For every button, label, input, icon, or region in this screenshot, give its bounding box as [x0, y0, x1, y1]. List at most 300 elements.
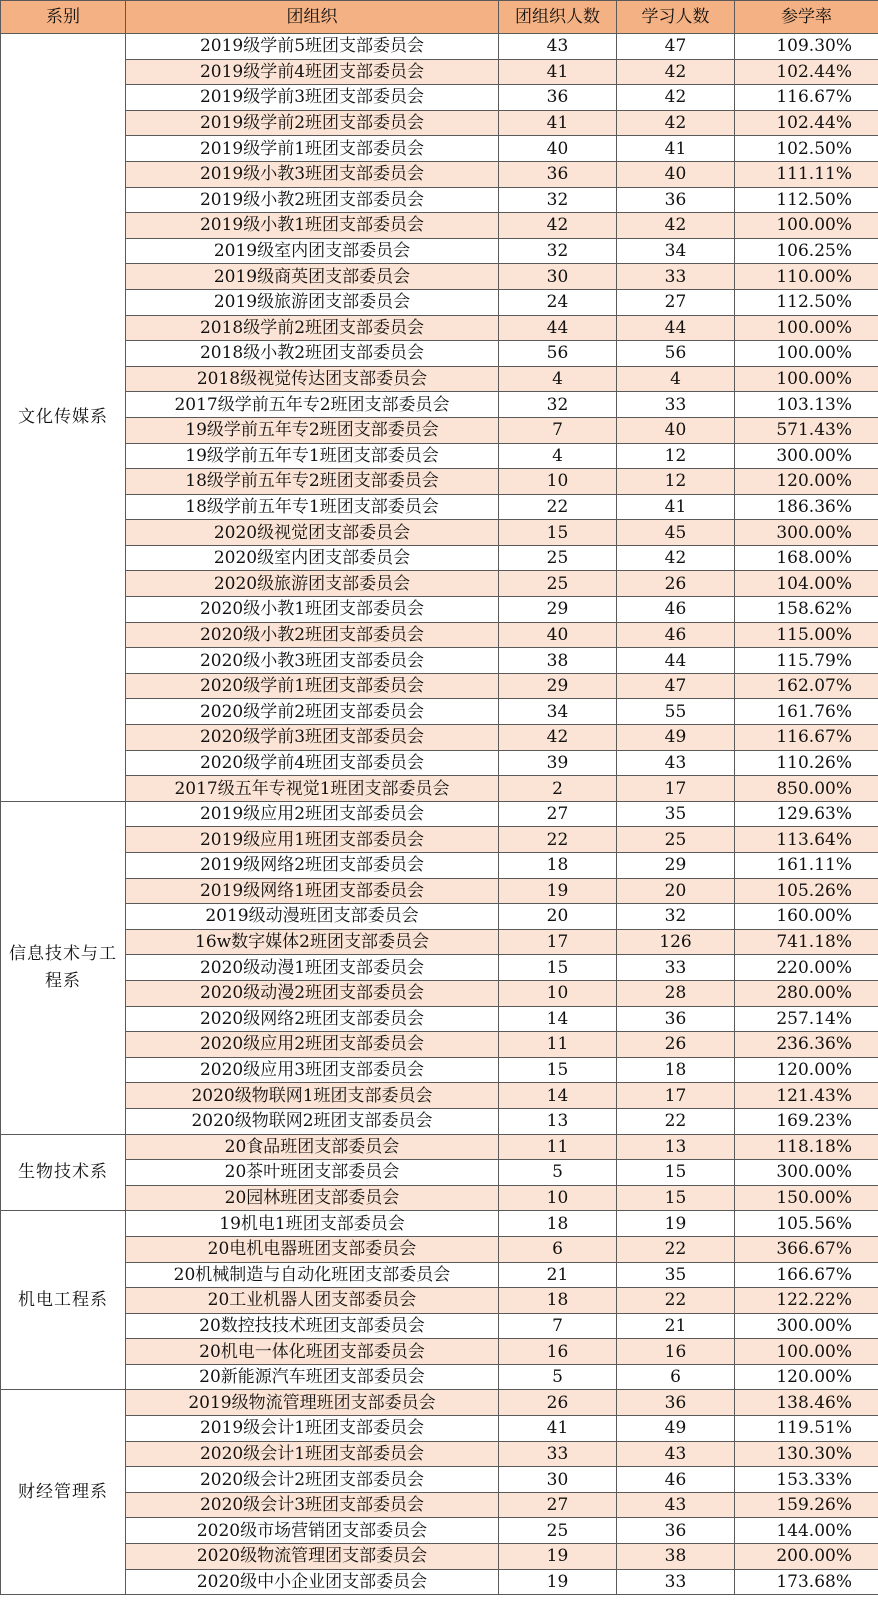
department-name: 机电工程系 — [1, 1211, 126, 1390]
table-row — [1, 85, 878, 111]
member-count: 10 — [499, 980, 617, 1006]
participation-rate: 280.00% — [735, 980, 878, 1006]
participation-rate: 186.36% — [735, 494, 878, 520]
table-row — [1, 1467, 878, 1493]
league-org-name: 2020级室内团支部委员会 — [126, 545, 499, 571]
league-org-name: 2019级学前1班团支部委员会 — [126, 136, 499, 162]
participation-rate: 100.00% — [735, 341, 878, 367]
member-count: 29 — [499, 673, 617, 699]
table-row — [1, 878, 878, 904]
table-row — [1, 161, 878, 187]
member-count: 42 — [499, 725, 617, 751]
member-count: 19 — [499, 1569, 617, 1595]
study-count: 33 — [617, 264, 735, 290]
participation-rate: 110.00% — [735, 264, 878, 290]
member-count: 27 — [499, 801, 617, 827]
table-row — [1, 136, 878, 162]
participation-rate: 100.00% — [735, 213, 878, 239]
participation-rate: 158.62% — [735, 597, 878, 623]
study-count: 28 — [617, 980, 735, 1006]
participation-rate: 257.14% — [735, 1006, 878, 1032]
table-row — [1, 213, 878, 239]
member-count: 40 — [499, 622, 617, 648]
participation-rate: 138.46% — [735, 1390, 878, 1416]
study-count: 40 — [617, 417, 735, 443]
league-org-name: 2019级学前3班团支部委员会 — [126, 85, 499, 111]
participation-rate: 112.50% — [735, 187, 878, 213]
study-count: 43 — [617, 750, 735, 776]
member-count: 30 — [499, 1467, 617, 1493]
study-count: 35 — [617, 1262, 735, 1288]
table-row — [1, 1569, 878, 1595]
member-count: 29 — [499, 597, 617, 623]
member-count: 11 — [499, 1134, 617, 1160]
table-row — [1, 110, 878, 136]
study-count: 16 — [617, 1339, 735, 1365]
table-row — [1, 417, 878, 443]
participation-rate: 116.67% — [735, 85, 878, 111]
participation-rate: 173.68% — [735, 1569, 878, 1595]
study-count: 56 — [617, 341, 735, 367]
table-row — [1, 1390, 878, 1416]
member-count: 21 — [499, 1262, 617, 1288]
member-count: 16 — [499, 1339, 617, 1365]
league-org-name: 2020级市场营销团支部委员会 — [126, 1518, 499, 1544]
study-count: 33 — [617, 1569, 735, 1595]
table-row — [1, 648, 878, 674]
header-study-count: 学习人数 — [617, 1, 735, 34]
study-count: 36 — [617, 1390, 735, 1416]
participation-rate: 161.76% — [735, 699, 878, 725]
member-count: 19 — [499, 1544, 617, 1570]
table-row — [1, 1160, 878, 1186]
participation-rate: 741.18% — [735, 929, 878, 955]
league-org-name: 2020级应用3班团支部委员会 — [126, 1057, 499, 1083]
table-row — [1, 1492, 878, 1518]
study-count: 42 — [617, 213, 735, 239]
participation-rate: 100.00% — [735, 315, 878, 341]
study-count: 22 — [617, 1236, 735, 1262]
study-count: 17 — [617, 1083, 735, 1109]
league-org-name: 19级学前五年专1班团支部委员会 — [126, 443, 499, 469]
participation-rate: 113.64% — [735, 827, 878, 853]
member-count: 18 — [499, 1288, 617, 1314]
table-row — [1, 1518, 878, 1544]
participation-rate: 102.44% — [735, 59, 878, 85]
table-row — [1, 238, 878, 264]
table-row — [1, 443, 878, 469]
header-participation-rate: 参学率 — [735, 1, 878, 34]
study-count: 17 — [617, 776, 735, 802]
league-org-name: 20工业机器人团支部委员会 — [126, 1288, 499, 1314]
league-org-name: 2019级网络2班团支部委员会 — [126, 853, 499, 879]
league-org-name: 2020级学前2班团支部委员会 — [126, 699, 499, 725]
study-count: 26 — [617, 571, 735, 597]
study-count: 19 — [617, 1211, 735, 1237]
participation-rate: 118.18% — [735, 1134, 878, 1160]
table-row — [1, 673, 878, 699]
table-row — [1, 315, 878, 341]
participation-rate: 300.00% — [735, 1160, 878, 1186]
participation-rate: 110.26% — [735, 750, 878, 776]
study-count: 26 — [617, 1032, 735, 1058]
participation-rate: 168.00% — [735, 545, 878, 571]
header-row — [1, 1, 878, 34]
participation-rate: 366.67% — [735, 1236, 878, 1262]
header-department: 系别 — [1, 1, 126, 34]
table-row — [1, 622, 878, 648]
study-count: 126 — [617, 929, 735, 955]
table-row — [1, 750, 878, 776]
table-row — [1, 827, 878, 853]
member-count: 26 — [499, 1390, 617, 1416]
league-org-name: 2018级小教2班团支部委员会 — [126, 341, 499, 367]
participation-rate: 120.00% — [735, 469, 878, 495]
participation-rate: 162.07% — [735, 673, 878, 699]
participation-rate: 166.67% — [735, 1262, 878, 1288]
league-org-name: 20食品班团支部委员会 — [126, 1134, 499, 1160]
study-count: 12 — [617, 443, 735, 469]
participation-rate: 103.13% — [735, 392, 878, 418]
table-row — [1, 1288, 878, 1314]
member-count: 32 — [499, 187, 617, 213]
participation-rate: 112.50% — [735, 289, 878, 315]
participation-rate: 116.67% — [735, 725, 878, 751]
table-row — [1, 776, 878, 802]
member-count: 43 — [499, 34, 617, 60]
league-org-name: 2020级会计1班团支部委员会 — [126, 1441, 499, 1467]
league-org-name: 2017级五年专视觉1班团支部委员会 — [126, 776, 499, 802]
table-row — [1, 392, 878, 418]
study-count: 46 — [617, 1467, 735, 1493]
league-org-name: 20电机电器班团支部委员会 — [126, 1236, 499, 1262]
member-count: 15 — [499, 520, 617, 546]
league-org-name: 2020级小教2班团支部委员会 — [126, 622, 499, 648]
league-org-name: 2019级旅游团支部委员会 — [126, 289, 499, 315]
study-count: 44 — [617, 648, 735, 674]
league-org-name: 2019级学前2班团支部委员会 — [126, 110, 499, 136]
league-org-name: 2019级学前4班团支部委员会 — [126, 59, 499, 85]
participation-rate: 571.43% — [735, 417, 878, 443]
league-org-name: 2020级小教3班团支部委员会 — [126, 648, 499, 674]
member-count: 27 — [499, 1492, 617, 1518]
league-org-name: 20园林班团支部委员会 — [126, 1185, 499, 1211]
table-row — [1, 1364, 878, 1390]
table-row — [1, 699, 878, 725]
study-count: 22 — [617, 1108, 735, 1134]
participation-rate: 115.79% — [735, 648, 878, 674]
league-org-name: 2020级学前4班团支部委员会 — [126, 750, 499, 776]
league-org-name: 2020级学前1班团支部委员会 — [126, 673, 499, 699]
member-count: 11 — [499, 1032, 617, 1058]
table-row — [1, 1236, 878, 1262]
table-row — [1, 1134, 878, 1160]
league-org-name: 19级学前五年专2班团支部委员会 — [126, 417, 499, 443]
table-row — [1, 1416, 878, 1442]
member-count: 36 — [499, 161, 617, 187]
league-org-name: 2020级会计3班团支部委员会 — [126, 1492, 499, 1518]
member-count: 30 — [499, 264, 617, 290]
department-name: 信息技术与工程系 — [1, 801, 126, 1134]
table-row — [1, 289, 878, 315]
table-row — [1, 34, 878, 60]
league-org-name: 2020级会计2班团支部委员会 — [126, 1467, 499, 1493]
member-count: 41 — [499, 59, 617, 85]
study-count: 45 — [617, 520, 735, 546]
department-name: 文化传媒系 — [1, 34, 126, 802]
league-org-name: 2020级物联网1班团支部委员会 — [126, 1083, 499, 1109]
participation-rate: 100.00% — [735, 1339, 878, 1365]
league-org-name: 2019级网络1班团支部委员会 — [126, 878, 499, 904]
participation-rate: 119.51% — [735, 1416, 878, 1442]
member-count: 15 — [499, 1057, 617, 1083]
league-org-name: 2020级旅游团支部委员会 — [126, 571, 499, 597]
study-count: 32 — [617, 904, 735, 930]
league-org-name: 2020级中小企业团支部委员会 — [126, 1569, 499, 1595]
study-count: 42 — [617, 59, 735, 85]
table-row — [1, 725, 878, 751]
league-org-name: 2018级视觉传达团支部委员会 — [126, 366, 499, 392]
study-count: 21 — [617, 1313, 735, 1339]
league-org-name: 2019级应用2班团支部委员会 — [126, 801, 499, 827]
league-org-name: 18级学前五年专2班团支部委员会 — [126, 469, 499, 495]
study-count: 4 — [617, 366, 735, 392]
member-count: 32 — [499, 238, 617, 264]
table-row — [1, 597, 878, 623]
league-org-name: 2019级应用1班团支部委员会 — [126, 827, 499, 853]
study-count: 36 — [617, 1518, 735, 1544]
member-count: 17 — [499, 929, 617, 955]
league-org-name: 2020级视觉团支部委员会 — [126, 520, 499, 546]
table-row — [1, 853, 878, 879]
member-count: 7 — [499, 417, 617, 443]
study-count: 15 — [617, 1185, 735, 1211]
league-org-name: 2020级动漫1班团支部委员会 — [126, 955, 499, 981]
table-row — [1, 1313, 878, 1339]
department-name: 生物技术系 — [1, 1134, 126, 1211]
member-count: 10 — [499, 469, 617, 495]
table-row — [1, 1339, 878, 1365]
table-row — [1, 1185, 878, 1211]
table-row — [1, 366, 878, 392]
study-count: 6 — [617, 1364, 735, 1390]
participation-rate: 159.26% — [735, 1492, 878, 1518]
member-count: 22 — [499, 494, 617, 520]
participation-rate: 153.33% — [735, 1467, 878, 1493]
table-row — [1, 1032, 878, 1058]
member-count: 20 — [499, 904, 617, 930]
member-count: 38 — [499, 648, 617, 674]
participation-rate: 220.00% — [735, 955, 878, 981]
league-org-name: 18级学前五年专1班团支部委员会 — [126, 494, 499, 520]
member-count: 34 — [499, 699, 617, 725]
participation-rate: 300.00% — [735, 1313, 878, 1339]
study-count: 25 — [617, 827, 735, 853]
participation-rate: 130.30% — [735, 1441, 878, 1467]
table-row — [1, 1211, 878, 1237]
study-count: 42 — [617, 545, 735, 571]
participation-rate: 106.25% — [735, 238, 878, 264]
study-count: 44 — [617, 315, 735, 341]
participation-rate: 120.00% — [735, 1057, 878, 1083]
member-count: 25 — [499, 1518, 617, 1544]
participation-rate: 129.63% — [735, 801, 878, 827]
study-count: 27 — [617, 289, 735, 315]
member-count: 41 — [499, 110, 617, 136]
department-name: 财经管理系 — [1, 1390, 126, 1595]
table-row — [1, 904, 878, 930]
table-row — [1, 1083, 878, 1109]
study-count: 47 — [617, 34, 735, 60]
member-count: 18 — [499, 853, 617, 879]
member-count: 25 — [499, 571, 617, 597]
table-row — [1, 1057, 878, 1083]
member-count: 6 — [499, 1236, 617, 1262]
participation-rate: 160.00% — [735, 904, 878, 930]
study-count: 36 — [617, 187, 735, 213]
table-row — [1, 187, 878, 213]
participation-rate: 300.00% — [735, 443, 878, 469]
member-count: 14 — [499, 1083, 617, 1109]
member-count: 5 — [499, 1160, 617, 1186]
study-count: 18 — [617, 1057, 735, 1083]
study-count: 42 — [617, 85, 735, 111]
table-row — [1, 1262, 878, 1288]
league-org-name: 2020级学前3班团支部委员会 — [126, 725, 499, 751]
member-count: 36 — [499, 85, 617, 111]
participation-rate: 161.11% — [735, 853, 878, 879]
member-count: 22 — [499, 827, 617, 853]
member-count: 56 — [499, 341, 617, 367]
league-org-name: 19机电1班团支部委员会 — [126, 1211, 499, 1237]
participation-rate: 102.50% — [735, 136, 878, 162]
table-row — [1, 59, 878, 85]
table-row — [1, 1544, 878, 1570]
league-org-name: 2019级动漫班团支部委员会 — [126, 904, 499, 930]
table-row — [1, 801, 878, 827]
study-count: 43 — [617, 1441, 735, 1467]
table-row — [1, 520, 878, 546]
study-count: 12 — [617, 469, 735, 495]
league-org-name: 2020级网络2班团支部委员会 — [126, 1006, 499, 1032]
member-count: 7 — [499, 1313, 617, 1339]
member-count: 41 — [499, 1416, 617, 1442]
member-count: 2 — [499, 776, 617, 802]
member-count: 5 — [499, 1364, 617, 1390]
participation-rate: 100.00% — [735, 366, 878, 392]
member-count: 40 — [499, 136, 617, 162]
study-count: 46 — [617, 622, 735, 648]
header-member-count: 团组织人数 — [499, 1, 617, 34]
league-org-name: 20机电一体化班团支部委员会 — [126, 1339, 499, 1365]
participation-rate: 200.00% — [735, 1544, 878, 1570]
table-row — [1, 1006, 878, 1032]
league-org-name: 20数控技技术班团支部委员会 — [126, 1313, 499, 1339]
league-org-name: 2017级学前五年专2班团支部委员会 — [126, 392, 499, 418]
league-org-name: 2020级物联网2班团支部委员会 — [126, 1108, 499, 1134]
study-count: 36 — [617, 1006, 735, 1032]
participation-rate: 111.11% — [735, 161, 878, 187]
league-org-name: 20新能源汽车班团支部委员会 — [126, 1364, 499, 1390]
participation-rate: 169.23% — [735, 1108, 878, 1134]
member-count: 18 — [499, 1211, 617, 1237]
participation-rate: 102.44% — [735, 110, 878, 136]
study-count: 47 — [617, 673, 735, 699]
member-count: 13 — [499, 1108, 617, 1134]
league-org-name: 2018级学前2班团支部委员会 — [126, 315, 499, 341]
league-org-name: 16w数字媒体2班团支部委员会 — [126, 929, 499, 955]
participation-rate: 105.26% — [735, 878, 878, 904]
member-count: 32 — [499, 392, 617, 418]
study-count: 33 — [617, 955, 735, 981]
league-org-name: 20机械制造与自动化班团支部委员会 — [126, 1262, 499, 1288]
league-org-name: 2020级物流管理团支部委员会 — [126, 1544, 499, 1570]
participation-rate: 115.00% — [735, 622, 878, 648]
league-org-name: 2019级会计1班团支部委员会 — [126, 1416, 499, 1442]
league-org-name: 2019级物流管理班团支部委员会 — [126, 1390, 499, 1416]
league-org-name: 2019级室内团支部委员会 — [126, 238, 499, 264]
member-count: 33 — [499, 1441, 617, 1467]
study-count: 35 — [617, 801, 735, 827]
member-count: 15 — [499, 955, 617, 981]
participation-rate: 109.30% — [735, 34, 878, 60]
study-count: 13 — [617, 1134, 735, 1160]
study-count: 49 — [617, 725, 735, 751]
study-count: 41 — [617, 136, 735, 162]
member-count: 42 — [499, 213, 617, 239]
table-row — [1, 571, 878, 597]
study-count: 46 — [617, 597, 735, 623]
study-count: 34 — [617, 238, 735, 264]
participation-rate: 236.36% — [735, 1032, 878, 1058]
table-row — [1, 494, 878, 520]
study-count: 40 — [617, 161, 735, 187]
member-count: 14 — [499, 1006, 617, 1032]
league-org-name: 20茶叶班团支部委员会 — [126, 1160, 499, 1186]
member-count: 4 — [499, 443, 617, 469]
league-org-name: 2019级小教3班团支部委员会 — [126, 161, 499, 187]
table-row — [1, 1441, 878, 1467]
participation-rate: 120.00% — [735, 1364, 878, 1390]
participation-rate: 150.00% — [735, 1185, 878, 1211]
member-count: 4 — [499, 366, 617, 392]
study-count: 55 — [617, 699, 735, 725]
header-league-org: 团组织 — [126, 1, 499, 34]
member-count: 10 — [499, 1185, 617, 1211]
member-count: 19 — [499, 878, 617, 904]
league-org-name: 2019级小教2班团支部委员会 — [126, 187, 499, 213]
table-row — [1, 929, 878, 955]
table-row — [1, 469, 878, 495]
table-body — [1, 34, 878, 1595]
study-count: 22 — [617, 1288, 735, 1314]
participation-rate: 144.00% — [735, 1518, 878, 1544]
member-count: 44 — [499, 315, 617, 341]
study-count: 20 — [617, 878, 735, 904]
table-row — [1, 1108, 878, 1134]
study-count: 33 — [617, 392, 735, 418]
participation-rate: 122.22% — [735, 1288, 878, 1314]
league-org-name: 2019级学前5班团支部委员会 — [126, 34, 499, 60]
table-row — [1, 341, 878, 367]
study-count: 29 — [617, 853, 735, 879]
study-count: 15 — [617, 1160, 735, 1186]
participation-rate: 121.43% — [735, 1083, 878, 1109]
table-row — [1, 955, 878, 981]
league-org-name: 2019级小教1班团支部委员会 — [126, 213, 499, 239]
participation-rate: 850.00% — [735, 776, 878, 802]
member-count: 24 — [499, 289, 617, 315]
